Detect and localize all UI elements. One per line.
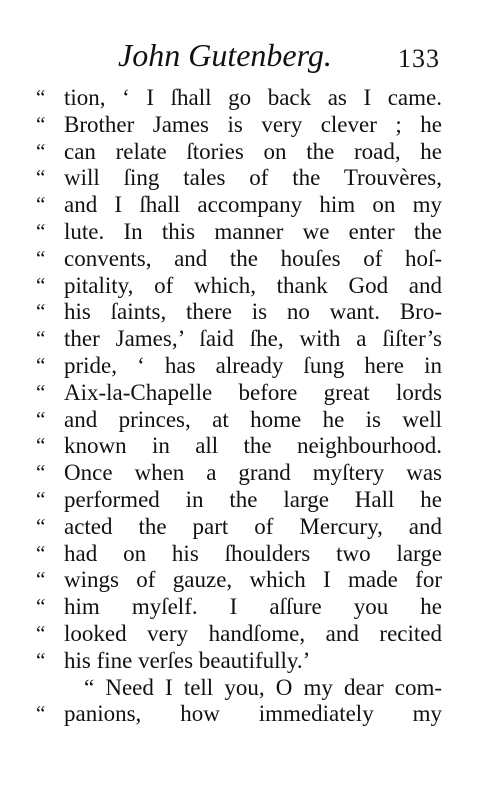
line-text: and I ſhall accompany him on my	[64, 192, 442, 218]
line-text: wings of gauze, which I made for	[64, 567, 442, 593]
line-text: “ Need I tell you, O my dear com-	[84, 674, 442, 700]
text-line	[0, 325, 486, 352]
text-line	[0, 84, 486, 111]
line-text: performed in the large Hall he	[64, 486, 442, 512]
line-text: will ſing tales of the Trouvères,	[64, 165, 442, 191]
line-text: known in all the neighbourhood.	[64, 433, 442, 459]
text-line	[0, 459, 486, 486]
quote-mark: “	[36, 85, 46, 109]
page-header	[0, 34, 486, 74]
quote-mark: “	[36, 540, 46, 565]
quote-mark: “	[36, 594, 46, 619]
text-line	[0, 432, 486, 459]
line-text: Once when a grand myſtery was	[64, 460, 442, 486]
line-text: pride, ‘ has already ſung here in	[64, 352, 442, 378]
text-line	[0, 164, 486, 191]
line-text: tion, ‘ I ſhall go back as I came.	[64, 85, 442, 110]
quote-mark: “	[36, 218, 46, 243]
quote-mark: “	[36, 620, 46, 645]
line-text: acted the part of Mercury, and	[64, 513, 442, 539]
text-line	[0, 138, 486, 165]
line-text: Aix-la-Chapelle before great lords	[64, 379, 442, 405]
text-line	[0, 620, 486, 647]
line-text: his fine verſes beautifully.’	[64, 647, 311, 673]
running-title: John Gutenberg.	[118, 37, 332, 73]
line-text: Brother James is very clever ; he	[64, 111, 442, 137]
quote-mark: “	[36, 326, 46, 351]
quote-mark: “	[36, 513, 46, 538]
quote-mark: “	[36, 111, 46, 136]
text-line	[0, 245, 486, 272]
text-line	[0, 674, 486, 701]
line-text: ther James,’ ſaid ſhe, with a ſiſter’s	[64, 326, 442, 352]
text-line	[0, 513, 486, 540]
quote-mark: “	[36, 647, 46, 672]
line-text: lute. In this manner we enter the	[64, 218, 442, 244]
quote-mark: “	[36, 245, 46, 270]
page-number: 133	[398, 44, 440, 73]
text-line	[0, 191, 486, 218]
text-line	[0, 700, 486, 727]
quote-mark: “	[36, 299, 46, 324]
quote-mark: “	[36, 352, 46, 377]
line-text: pitality, of which, thank God and	[64, 272, 442, 298]
quote-mark: “	[36, 460, 46, 485]
line-text: and princes, at home he is well	[64, 406, 442, 432]
line-text: had on his ſhoulders two large	[64, 540, 442, 566]
text-line	[0, 486, 486, 513]
quote-mark: “	[36, 165, 46, 190]
line-text: his ſaints, there is no want. Bro-	[64, 299, 442, 325]
line-text: panions, how immediately my	[64, 701, 442, 727]
quote-mark: “	[36, 567, 46, 592]
text-line	[0, 406, 486, 433]
text-line	[0, 218, 486, 245]
quote-mark: “	[36, 486, 46, 511]
line-text: convents, and the houſes of hoſ-	[64, 245, 442, 271]
quote-mark: “	[36, 272, 46, 297]
text-line	[0, 272, 486, 299]
body-text	[0, 84, 486, 727]
quote-mark: “	[36, 406, 46, 431]
line-text: can relate ſtories on the road, he	[64, 138, 442, 164]
text-line	[0, 352, 486, 379]
text-line	[0, 379, 486, 406]
text-line	[0, 593, 486, 620]
quote-mark: “	[36, 433, 46, 458]
text-line	[0, 540, 486, 567]
quote-mark: “	[36, 701, 46, 726]
quote-mark: “	[36, 192, 46, 217]
line-text: looked very handſome, and recited	[64, 620, 442, 646]
quote-mark: “	[36, 138, 46, 163]
text-line	[0, 647, 486, 674]
line-text: him myſelf. I aſſure you he	[64, 594, 442, 620]
quote-mark: “	[36, 379, 46, 404]
text-line	[0, 298, 486, 325]
text-line	[0, 111, 486, 138]
text-line	[0, 566, 486, 593]
